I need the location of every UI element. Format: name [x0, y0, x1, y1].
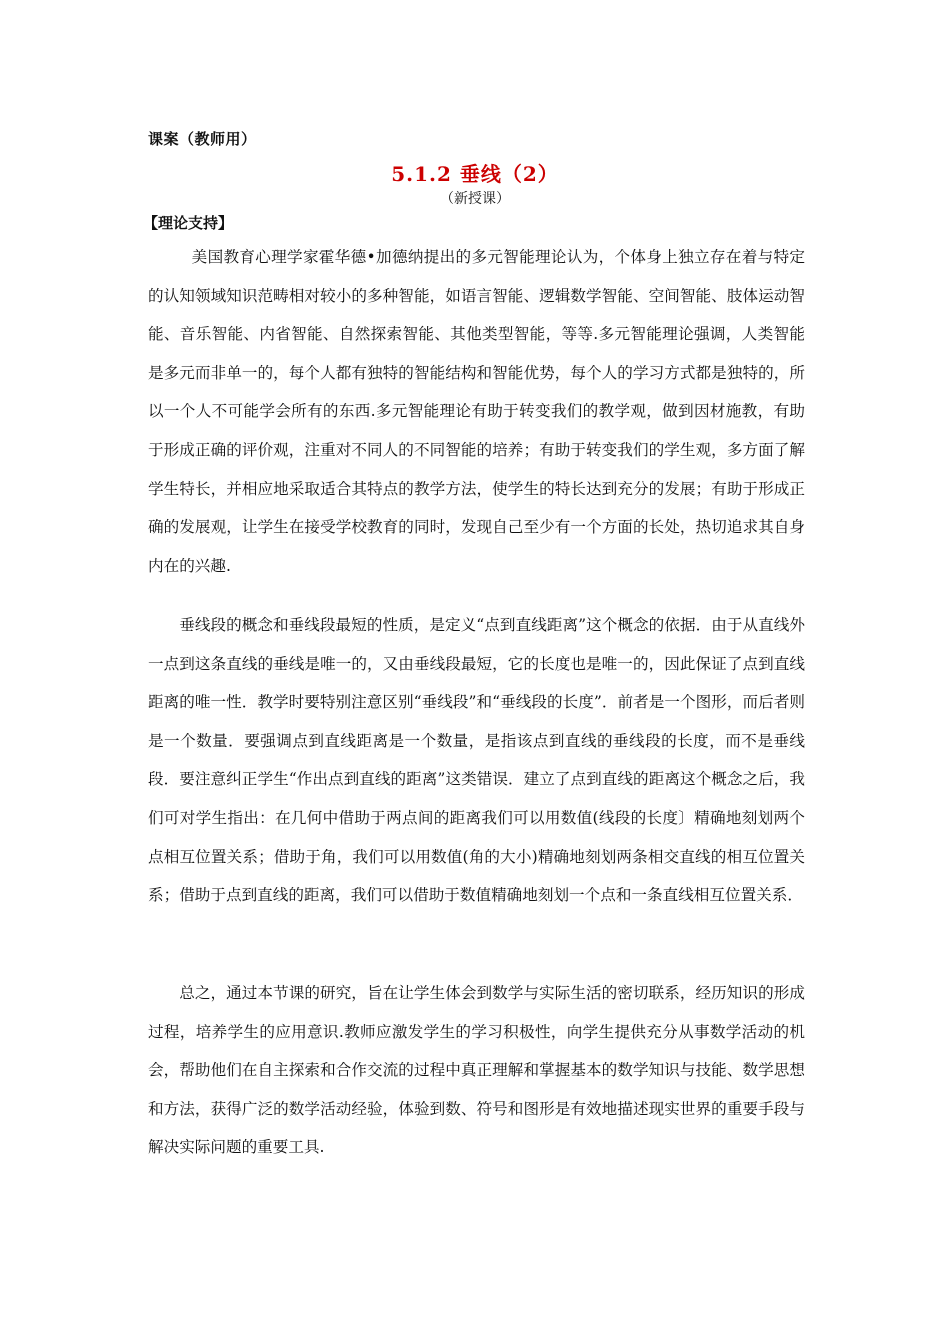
paragraph-perpendicular-segment: 垂线段的概念和垂线段最短的性质，是定义“点到直线距离”这个概念的依据．由于从直线外一点到这条直线的垂线是唯一的，又由垂线段最短，它的长度也是唯一的，因此保证了点到直线距离的唯一性．教学时要特别注意区别“垂线段”和“垂线段的长度”．前者是一个图形，而后者则是一个数量．要强调点到直线距离是一个数量，是指该点到直线的垂线段的长度，而不是垂线段．要注意纠正学生“作出点到直线的距离”这类错误．建立了点到直线的距离这个概念之后，我们可对学生指出：在几何中借助于两点间的距离我们可以用数值(线段的长度〕精确地刻划两个点相互位置关系；借助于角，我们可以用数值(角的大小)精确地刻划两条相交直线的相互位置关系；借助于点到直线的距离，我们可以借助于数值精确地刻划一个点和一条直线相互位置关系．: [148, 616, 805, 905]
lesson-subtitle: （新授课）: [440, 191, 510, 207]
document-header-label: 课案（教师用）: [148, 130, 257, 148]
paragraph-summary: 总之，通过本节课的研究，旨在让学生体会到数学与实际生活的密切联系，经历知识的形成过程，培养学生的应用意识.教师应激发学生的学习积极性，向学生提供充分从事数学活动的机会，帮助他们在自主探索和合作交流的过程中真正理解和掌握基本的数学知识与技能、数学思想和方法，获得广泛的数学活动经验，体验到数、符号和图形是有效地描述现实世界的重要手段与解决实际问题的重要工具.: [148, 984, 805, 1157]
paragraph-multiple-intelligences: 美国教育心理学家霍华德•加德纳提出的多元智能理论认为，个体身上独立存在着与特定的认知领域知识范畴相对较小的多种智能，如语言智能、逻辑数学智能、空间智能、肢体运动智能、音乐智能、内省智能、自然探索智能、其他类型智能，等等.多元智能理论强调，人类智能是多元而非单一的，每个人都有独特的智能结构和智能优势，每个人的学习方式都是独特的，所以一个人不可能学会所有的东西.多元智能理论有助于转变我们的教学观，做到因材施教，有助于形成正确的评价观，注重对不同人的不同智能的培养；有助于转变我们的学生观，多方面了解学生特长，并相应地采取适合其特点的教学方法，使学生的特长达到充分的发展；有助于形成正确的发展观，让学生在接受学校教育的同时，发现自己至少有一个方面的长处，热切追求其自身内在的兴趣.: [148, 248, 805, 575]
section-heading-theory-support: 【理论支持】: [143, 214, 234, 232]
lesson-title: 5.1.2 垂线（2）: [391, 162, 559, 186]
